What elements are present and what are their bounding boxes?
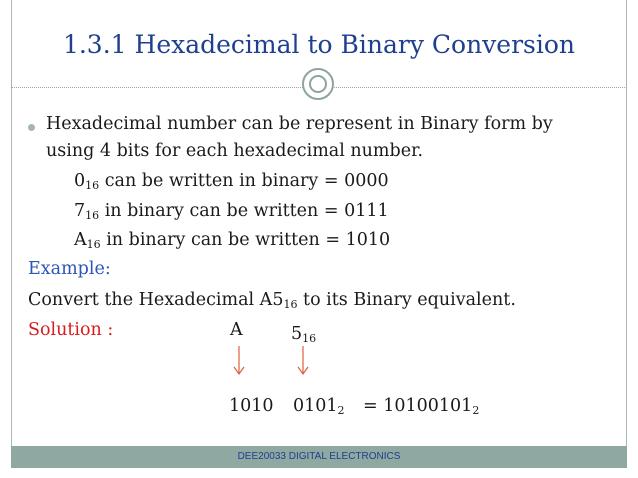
solution-label: Solution : <box>28 320 114 340</box>
question-post: to its Binary equivalent. <box>297 290 516 310</box>
example-base: 16 <box>86 238 101 251</box>
bullet-text-line-2: using 4 bits for each hexadecimal number. <box>46 141 424 161</box>
example-base: 16 <box>85 179 100 192</box>
example-digit: 0 <box>74 171 86 191</box>
bullet-text-line-1: Hexadecimal number can be represent in Binary form by <box>46 114 553 134</box>
arrow-down-icon-5 <box>297 346 309 376</box>
example-digit: 7 <box>74 201 86 221</box>
solution-result-base: 2 <box>472 404 480 417</box>
example-row-2 <box>74 230 390 250</box>
example-digit: A <box>74 230 87 250</box>
example-base: 16 <box>85 209 100 222</box>
question-text <box>28 290 516 310</box>
arrow-down-icon-a <box>233 346 245 376</box>
slide-title: 1.3.1 Hexadecimal to Binary Conversion <box>62 30 576 59</box>
solution-digit-5-value: 5 <box>291 324 303 344</box>
solution-digit-5 <box>291 324 316 344</box>
example-text: in binary can be written = 1010 <box>100 230 391 250</box>
solution-digit-5-base: 16 <box>302 332 317 345</box>
solution-digit-a: A <box>230 320 243 340</box>
solution-bin-a: 1010 <box>229 396 274 416</box>
example-row-0 <box>74 171 389 191</box>
question-pre: Convert the Hexadecimal A5 <box>28 290 284 310</box>
solution-bin-5-value: 0101 <box>293 396 338 416</box>
solution-bin-5 <box>293 396 345 416</box>
solution-result-value: = 10100101 <box>363 396 473 416</box>
footer-label: DEE20033 DIGITAL ELECTRONICS <box>237 451 401 462</box>
example-text: in binary can be written = 0111 <box>99 201 389 221</box>
solution-bin-5-base: 2 <box>337 404 345 417</box>
bullet-icon <box>28 124 35 131</box>
example-row-1 <box>74 201 389 221</box>
footer-bar <box>11 446 627 468</box>
example-text: can be written in binary = 0000 <box>99 171 389 191</box>
solution-result <box>363 396 479 416</box>
example-label: Example: <box>28 259 111 279</box>
question-base: 16 <box>283 298 298 311</box>
